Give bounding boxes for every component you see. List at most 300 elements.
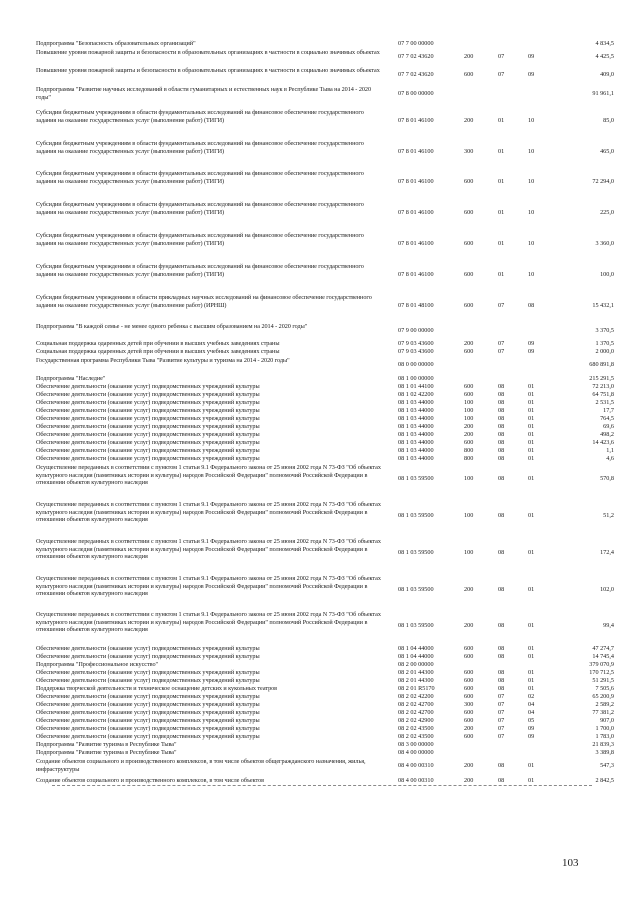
row-name: Субсидии бюджетным учреждениям в области фундаментальных исследований на финансовое обеспечение государственного задания на оказание государственных услуг (выполнение работ) (ТИГИ)	[36, 170, 364, 185]
row-subsection: 01	[528, 423, 535, 430]
row-code: 08 2 01 R5170	[398, 685, 435, 692]
row-amount: 1,1	[606, 447, 614, 454]
row-subsection: 05	[528, 717, 535, 724]
row-name: Обеспечение деятельности (оказание услуг) подведомственных учреждений культуры	[36, 447, 260, 454]
row-name: Обеспечение деятельности (оказание услуг) подведомственных учреждений культуры	[36, 455, 260, 462]
row-subsection: 04	[528, 701, 535, 708]
table-row	[0, 86, 640, 102]
row-code: 08 2 02 42700	[398, 709, 434, 716]
table-row	[0, 340, 640, 348]
row-section: 08	[498, 512, 505, 519]
row-name: Субсидии бюджетным учреждениям в области фундаментальных исследований на финансовое обеспечение государственного задания на оказание государственных услуг (выполнение работ) (ТИГИ)	[36, 140, 364, 155]
table-row	[0, 758, 640, 774]
row-name: Осуществление переданных в соответствии с пунктом 1 статьи 9.1 Федерального закона от 25 июня 2002 года N 73-ФЗ "Об объектах культурного наследия (памятниках истории и культуры) народов Российской Федерации" полномочий Российской Федерации в отношении объектов культурного наследия	[36, 575, 381, 598]
row-subsection: 01	[528, 549, 535, 556]
table-row	[0, 741, 640, 749]
row-amount: 3 370,5	[595, 327, 614, 334]
row-amount: 1 700,0	[595, 725, 614, 732]
table-row	[0, 140, 640, 164]
table-row	[0, 447, 640, 455]
row-code: 08 1 03 59500	[398, 512, 434, 519]
row-code: 08 1 03 44000	[398, 399, 434, 406]
table-row	[0, 399, 640, 407]
row-code: 07 8 01 46100	[398, 148, 434, 155]
row-subsection: 01	[528, 399, 535, 406]
row-code: 07 7 02 43620	[398, 53, 434, 60]
row-subsection: 01	[528, 677, 535, 684]
row-amount: 1 370,5	[595, 340, 614, 347]
row-name: Обеспечение деятельности (оказание услуг) подведомственных учреждений культуры	[36, 725, 260, 732]
row-code: 07 7 00 00000	[398, 40, 434, 47]
row-expense-type: 200	[464, 117, 474, 124]
row-code: 08 1 03 59500	[398, 622, 434, 629]
table-row	[0, 232, 640, 256]
row-expense-type: 800	[464, 455, 474, 462]
row-expense-type: 200	[464, 53, 474, 60]
row-subsection: 01	[528, 407, 535, 414]
row-name: Повышение уровня пожарной защиты и безопасности в образовательных организациях в частности в социально значимых объектах	[36, 67, 380, 74]
table-row	[0, 464, 640, 494]
row-expense-type: 200	[464, 622, 474, 629]
row-section: 01	[498, 117, 505, 124]
row-section: 08	[498, 645, 505, 652]
row-code: 08 4 00 00000	[398, 749, 434, 756]
table-row	[0, 501, 640, 531]
row-expense-type: 100	[464, 512, 474, 519]
row-subsection: 01	[528, 777, 535, 784]
row-expense-type: 100	[464, 399, 474, 406]
row-code: 08 1 03 44000	[398, 455, 434, 462]
row-expense-type: 600	[464, 677, 474, 684]
row-expense-type: 200	[464, 725, 474, 732]
row-code: 08 1 04 44000	[398, 653, 434, 660]
row-name: Обеспечение деятельности (оказание услуг) подведомственных учреждений культуры	[36, 693, 260, 700]
row-name: Обеспечение деятельности (оказание услуг) подведомственных учреждений культуры	[36, 415, 260, 422]
table-row	[0, 439, 640, 447]
row-subsection: 01	[528, 622, 535, 629]
row-subsection: 01	[528, 455, 535, 462]
row-section: 08	[498, 653, 505, 660]
row-section: 08	[498, 677, 505, 684]
row-amount: 172,4	[600, 549, 614, 556]
row-subsection: 01	[528, 439, 535, 446]
row-amount: 99,4	[603, 622, 614, 629]
row-code: 08 1 03 44000	[398, 407, 434, 414]
row-amount: 7 505,6	[595, 685, 614, 692]
table-row	[0, 709, 640, 717]
row-name: Обеспечение деятельности (оказание услуг) подведомственных учреждений культуры	[36, 423, 260, 430]
row-section: 01	[498, 148, 505, 155]
row-section: 08	[498, 383, 505, 390]
row-amount: 680 891,8	[589, 361, 614, 368]
row-code: 08 2 02 42200	[398, 693, 434, 700]
row-name: Подпрограмма "Развитие туризма в Республике Тыва"	[36, 749, 177, 756]
row-expense-type: 200	[464, 777, 474, 784]
table-row	[0, 423, 640, 431]
row-subsection: 01	[528, 669, 535, 676]
row-subsection: 01	[528, 586, 535, 593]
row-expense-type: 600	[464, 209, 474, 216]
row-subsection: 10	[528, 240, 535, 247]
row-subsection: 10	[528, 271, 535, 278]
row-expense-type: 200	[464, 340, 474, 347]
row-name: Обеспечение деятельности (оказание услуг) подведомственных учреждений культуры	[36, 669, 260, 676]
row-expense-type: 300	[464, 148, 474, 155]
row-name: Осуществление переданных в соответствии с пунктом 1 статьи 9.1 Федерального закона от 25 июня 2002 года N 73-ФЗ "Об объектах культурного наследия (памятниках истории и культуры) народов Российской Федерации" полномочий Российской Федерации в отношении объектов культурного наследия	[36, 538, 381, 561]
row-subsection: 02	[528, 693, 535, 700]
row-code: 08 1 03 59500	[398, 549, 434, 556]
row-section: 08	[498, 407, 505, 414]
row-section: 08	[498, 685, 505, 692]
row-subsection: 01	[528, 383, 535, 390]
row-expense-type: 600	[464, 383, 474, 390]
table-row	[0, 415, 640, 423]
row-subsection: 01	[528, 685, 535, 692]
row-amount: 91 961,1	[592, 90, 614, 97]
row-subsection: 01	[528, 391, 535, 398]
row-code: 08 1 03 44000	[398, 423, 434, 430]
row-amount: 215 291,5	[589, 375, 614, 382]
row-amount: 379 070,9	[589, 661, 614, 668]
row-code: 08 4 00 00310	[398, 762, 434, 769]
row-name: Обеспечение деятельности (оказание услуг) подведомственных учреждений культуры	[36, 431, 260, 438]
row-expense-type: 600	[464, 178, 474, 185]
row-section: 08	[498, 415, 505, 422]
row-code: 08 2 02 42700	[398, 701, 434, 708]
row-name: Осуществление переданных в соответствии с пунктом 1 статьи 9.1 Федерального закона от 25 июня 2002 года N 73-ФЗ "Об объектах культурного наследия (памятниках истории и культуры) народов Российской Федерации" полномочий Российской Федерации в отношении объектов культурного наследия	[36, 501, 381, 524]
row-name: Обеспечение деятельности (оказание услуг) подведомственных учреждений культуры	[36, 645, 260, 652]
row-subsection: 01	[528, 762, 535, 769]
row-subsection: 08	[528, 302, 535, 309]
table-row	[0, 677, 640, 685]
row-code: 08 1 03 44000	[398, 431, 434, 438]
row-section: 07	[498, 302, 505, 309]
row-code: 08 1 03 44000	[398, 439, 434, 446]
row-section: 08	[498, 777, 505, 784]
row-expense-type: 600	[464, 709, 474, 716]
row-section: 08	[498, 622, 505, 629]
row-expense-type: 200	[464, 762, 474, 769]
row-amount: 3 389,8	[595, 749, 614, 756]
table-row	[0, 109, 640, 133]
row-subsection: 01	[528, 447, 535, 454]
row-subsection: 09	[528, 733, 535, 740]
row-subsection: 09	[528, 340, 535, 347]
row-code: 08 2 02 42900	[398, 717, 434, 724]
row-amount: 14 423,6	[592, 439, 614, 446]
row-code: 07 8 01 46100	[398, 178, 434, 185]
row-name: Подпрограмма "В каждой семье - не менее одного ребенка с высшим образованием на 2014 - 2020 годы"	[36, 323, 308, 330]
row-section: 07	[498, 709, 505, 716]
row-name: Обеспечение деятельности (оказание услуг) подведомственных учреждений культуры	[36, 439, 260, 446]
table-row	[0, 777, 640, 785]
row-section: 01	[498, 209, 505, 216]
row-section: 08	[498, 762, 505, 769]
row-name: Субсидии бюджетным учреждениям в области фундаментальных исследований на финансовое обеспечение государственного задания на оказание государственных услуг (выполнение работ) (ТИГИ)	[36, 201, 364, 216]
table-row	[0, 611, 640, 641]
row-name: Создание объектов социального и производственного комплексов, в том числе объектов общегражданского назначения, жилья, инфраструктуры	[36, 758, 366, 773]
row-amount: 72 213,0	[592, 383, 614, 390]
row-section: 07	[498, 725, 505, 732]
row-code: 08 1 00 00000	[398, 375, 434, 382]
row-expense-type: 600	[464, 733, 474, 740]
row-amount: 547,3	[600, 762, 614, 769]
row-name: Подпрограмма "Безопасность образовательных организаций"	[36, 40, 196, 47]
table-row	[0, 653, 640, 661]
row-name: Обеспечение деятельности (оказание услуг) подведомственных учреждений культуры	[36, 391, 260, 398]
row-name: Обеспечение деятельности (оказание услуг) подведомственных учреждений культуры	[36, 399, 260, 406]
row-expense-type: 600	[464, 693, 474, 700]
row-section: 08	[498, 423, 505, 430]
table-row	[0, 685, 640, 693]
row-section: 07	[498, 348, 505, 355]
row-amount: 3 360,0	[595, 240, 614, 247]
row-expense-type: 200	[464, 423, 474, 430]
row-section: 01	[498, 178, 505, 185]
row-amount: 570,8	[600, 475, 614, 482]
table-row	[0, 170, 640, 194]
row-amount: 2 000,0	[595, 348, 614, 355]
row-code: 08 2 01 44300	[398, 669, 434, 676]
row-amount: 64 751,8	[592, 391, 614, 398]
row-name: Субсидии бюджетным учреждениям в области фундаментальных исследований на финансовое обеспечение государственного задания на оказание государственных услуг (выполнение работ) (ТИГИ)	[36, 232, 364, 247]
row-name: Обеспечение деятельности (оказание услуг) подведомственных учреждений культуры	[36, 709, 260, 716]
row-name: Обеспечение деятельности (оказание услуг) подведомственных учреждений культуры	[36, 383, 260, 390]
table-row	[0, 749, 640, 757]
row-expense-type: 600	[464, 71, 474, 78]
row-expense-type: 100	[464, 549, 474, 556]
row-expense-type: 100	[464, 407, 474, 414]
row-expense-type: 600	[464, 271, 474, 278]
table-row	[0, 725, 640, 733]
table-row	[0, 263, 640, 287]
row-expense-type: 800	[464, 447, 474, 454]
row-name: Обеспечение деятельности (оказание услуг) подведомственных учреждений культуры	[36, 653, 260, 660]
row-amount: 77 381,2	[592, 709, 614, 716]
row-amount: 907,0	[600, 717, 614, 724]
row-section: 08	[498, 669, 505, 676]
row-expense-type: 300	[464, 701, 474, 708]
scan-artifact-line	[52, 785, 592, 786]
row-code: 08 2 02 43500	[398, 725, 434, 732]
row-subsection: 09	[528, 53, 535, 60]
row-amount: 102,0	[600, 586, 614, 593]
row-name: Повышение уровня пожарной защиты и безопасности в образовательных организациях в частности в социально значимых объектах	[36, 49, 380, 56]
row-code: 08 1 03 59500	[398, 475, 434, 482]
row-amount: 4 834,5	[595, 40, 614, 47]
table-row	[0, 575, 640, 605]
row-section: 08	[498, 439, 505, 446]
row-expense-type: 600	[464, 439, 474, 446]
row-amount: 4,6	[606, 455, 614, 462]
row-subsection: 10	[528, 178, 535, 185]
row-amount: 100,0	[600, 271, 614, 278]
row-expense-type: 100	[464, 475, 474, 482]
row-section: 07	[498, 693, 505, 700]
row-name: Обеспечение деятельности (оказание услуг) подведомственных учреждений культуры	[36, 677, 260, 684]
row-amount: 225,0	[600, 209, 614, 216]
row-amount: 69,6	[603, 423, 614, 430]
row-code: 08 1 04 44000	[398, 645, 434, 652]
row-code: 08 4 00 00310	[398, 777, 434, 784]
row-code: 07 8 01 46100	[398, 209, 434, 216]
row-code: 08 0 00 00000	[398, 361, 434, 368]
page-number: 103	[562, 857, 579, 869]
row-section: 07	[498, 701, 505, 708]
row-code: 07 8 01 46100	[398, 240, 434, 247]
row-subsection: 01	[528, 475, 535, 482]
row-amount: 14 745,4	[592, 653, 614, 660]
row-code: 08 1 03 44000	[398, 415, 434, 422]
row-subsection: 01	[528, 415, 535, 422]
row-code: 08 2 01 44300	[398, 677, 434, 684]
row-name: Осуществление переданных в соответствии с пунктом 1 статьи 9.1 Федерального закона от 25 июня 2002 года N 73-ФЗ "Об объектах культурного наследия (памятниках истории и культуры) народов Российской Федерации" полномочий Российской Федерации в отношении объектов культурного наследия	[36, 464, 381, 487]
row-name: Государственная программа Республики Тыва "Развитие культуры и туризма на 2014 - 2020 годы"	[36, 357, 290, 364]
row-section: 08	[498, 431, 505, 438]
row-name: Осуществление переданных в соответствии с пунктом 1 статьи 9.1 Федерального закона от 25 июня 2002 года N 73-ФЗ "Об объектах культурного наследия (памятниках истории и культуры) народов Российской Федерации" полномочий Российской Федерации в отношении объектов культурного наследия	[36, 611, 381, 634]
row-code: 08 1 02 42200	[398, 391, 434, 398]
row-code: 07 9 00 00000	[398, 327, 434, 334]
row-subsection: 01	[528, 653, 535, 660]
table-row	[0, 357, 640, 373]
row-amount: 47 274,7	[592, 645, 614, 652]
table-row	[0, 693, 640, 701]
table-row	[0, 407, 640, 415]
row-subsection: 10	[528, 148, 535, 155]
row-code: 07 8 01 46100	[398, 271, 434, 278]
row-amount: 85,0	[603, 117, 614, 124]
row-section: 08	[498, 447, 505, 454]
row-amount: 2 531,5	[595, 399, 614, 406]
row-name: Подпрограмма "Развитие туризма в Республике Тыва"	[36, 741, 177, 748]
row-code: 08 2 02 43500	[398, 733, 434, 740]
table-row	[0, 383, 640, 391]
table-row	[0, 67, 640, 83]
row-name: Обеспечение деятельности (оказание услуг) подведомственных учреждений культуры	[36, 733, 260, 740]
row-code: 08 1 03 44000	[398, 447, 434, 454]
row-amount: 465,0	[600, 148, 614, 155]
row-name: Создание объектов социального и производственного комплексов, в том числе объектов	[36, 777, 264, 784]
row-expense-type: 100	[464, 415, 474, 422]
table-row	[0, 733, 640, 741]
row-section: 01	[498, 240, 505, 247]
row-code: 07 8 00 00000	[398, 90, 434, 97]
row-amount: 2 842,5	[595, 777, 614, 784]
row-name: Поддержка творческой деятельности и техническое оснащение детских и кукольных театров	[36, 685, 278, 692]
row-amount: 764,5	[600, 415, 614, 422]
row-name: Субсидии бюджетным учреждениям в области прикладных научных исследований на финансовое обеспечение государственного задания на оказание государственных услуг (выполнение работ) (ИРНШ)	[36, 294, 372, 309]
row-amount: 17,7	[603, 407, 614, 414]
row-name: Субсидии бюджетным учреждениям в области фундаментальных исследований на финансовое обеспечение государственного задания на оказание государственных услуг (выполнение работ) (ТИГИ)	[36, 109, 364, 124]
row-section: 08	[498, 391, 505, 398]
row-expense-type: 600	[464, 240, 474, 247]
row-code: 07 8 01 48100	[398, 302, 434, 309]
table-row	[0, 669, 640, 677]
row-amount: 498,2	[600, 431, 614, 438]
row-section: 08	[498, 399, 505, 406]
row-amount: 65 200,9	[592, 693, 614, 700]
row-amount: 51,2	[603, 512, 614, 519]
row-name: Подпрограмма "Наследие"	[36, 375, 106, 382]
row-expense-type: 200	[464, 431, 474, 438]
row-amount: 51 291,5	[592, 677, 614, 684]
row-expense-type: 600	[464, 685, 474, 692]
row-subsection: 10	[528, 209, 535, 216]
table-row	[0, 323, 640, 339]
table-row	[0, 431, 640, 439]
row-code: 07 8 01 46100	[398, 117, 434, 124]
row-section: 07	[498, 340, 505, 347]
row-section: 07	[498, 717, 505, 724]
row-name: Подпрограмма "Развитие научных исследований в области гуманитарных и естественных наук в Республике Тыва на 2014 - 2020 годы"	[36, 86, 371, 101]
table-row	[0, 645, 640, 653]
table-row	[0, 455, 640, 463]
table-row	[0, 201, 640, 225]
row-name: Подпрограмма "Профессиональное искусство"	[36, 661, 158, 668]
row-name: Социальная поддержка одаренных детей при обучении в высших учебных заведениях страны	[36, 348, 280, 355]
table-row	[0, 661, 640, 669]
row-subsection: 09	[528, 725, 535, 732]
row-amount: 409,0	[600, 71, 614, 78]
row-expense-type: 600	[464, 645, 474, 652]
row-code: 08 1 01 44100	[398, 383, 434, 390]
row-section: 07	[498, 71, 505, 78]
table-row	[0, 348, 640, 356]
table-row	[0, 717, 640, 725]
table-row	[0, 294, 640, 318]
row-subsection: 09	[528, 71, 535, 78]
row-amount: 170 712,5	[589, 669, 614, 676]
row-section: 08	[498, 455, 505, 462]
row-section: 08	[498, 586, 505, 593]
row-subsection: 04	[528, 709, 535, 716]
row-expense-type: 600	[464, 717, 474, 724]
row-subsection: 01	[528, 431, 535, 438]
row-amount: 1 783,0	[595, 733, 614, 740]
row-name: Обеспечение деятельности (оказание услуг) подведомственных учреждений культуры	[36, 407, 260, 414]
row-section: 07	[498, 53, 505, 60]
row-amount: 4 425,5	[595, 53, 614, 60]
row-name: Обеспечение деятельности (оказание услуг) подведомственных учреждений культуры	[36, 701, 260, 708]
row-code: 07 9 03 43600	[398, 340, 434, 347]
row-expense-type: 600	[464, 348, 474, 355]
row-name: Субсидии бюджетным учреждениям в области фундаментальных исследований на финансовое обеспечение государственного задания на оказание государственных услуг (выполнение работ) (ТИГИ)	[36, 263, 364, 278]
row-section: 07	[498, 733, 505, 740]
row-section: 08	[498, 549, 505, 556]
row-amount: 72 294,0	[592, 178, 614, 185]
row-subsection: 01	[528, 512, 535, 519]
row-expense-type: 600	[464, 391, 474, 398]
row-amount: 15 432,1	[592, 302, 614, 309]
row-section: 08	[498, 475, 505, 482]
table-row	[0, 49, 640, 65]
row-name: Социальная поддержка одаренных детей при обучении в высших учебных заведениях страны	[36, 340, 280, 347]
row-expense-type: 600	[464, 653, 474, 660]
table-row	[0, 40, 640, 48]
row-code: 08 2 00 00000	[398, 661, 434, 668]
row-subsection: 01	[528, 645, 535, 652]
row-code: 07 9 03 43600	[398, 348, 434, 355]
row-amount: 21 839,3	[592, 741, 614, 748]
row-code: 08 3 00 00000	[398, 741, 434, 748]
row-expense-type: 600	[464, 302, 474, 309]
row-expense-type: 600	[464, 669, 474, 676]
row-code: 08 1 03 59500	[398, 586, 434, 593]
table-row	[0, 701, 640, 709]
table-row	[0, 538, 640, 568]
table-row	[0, 391, 640, 399]
row-code: 07 7 02 43620	[398, 71, 434, 78]
